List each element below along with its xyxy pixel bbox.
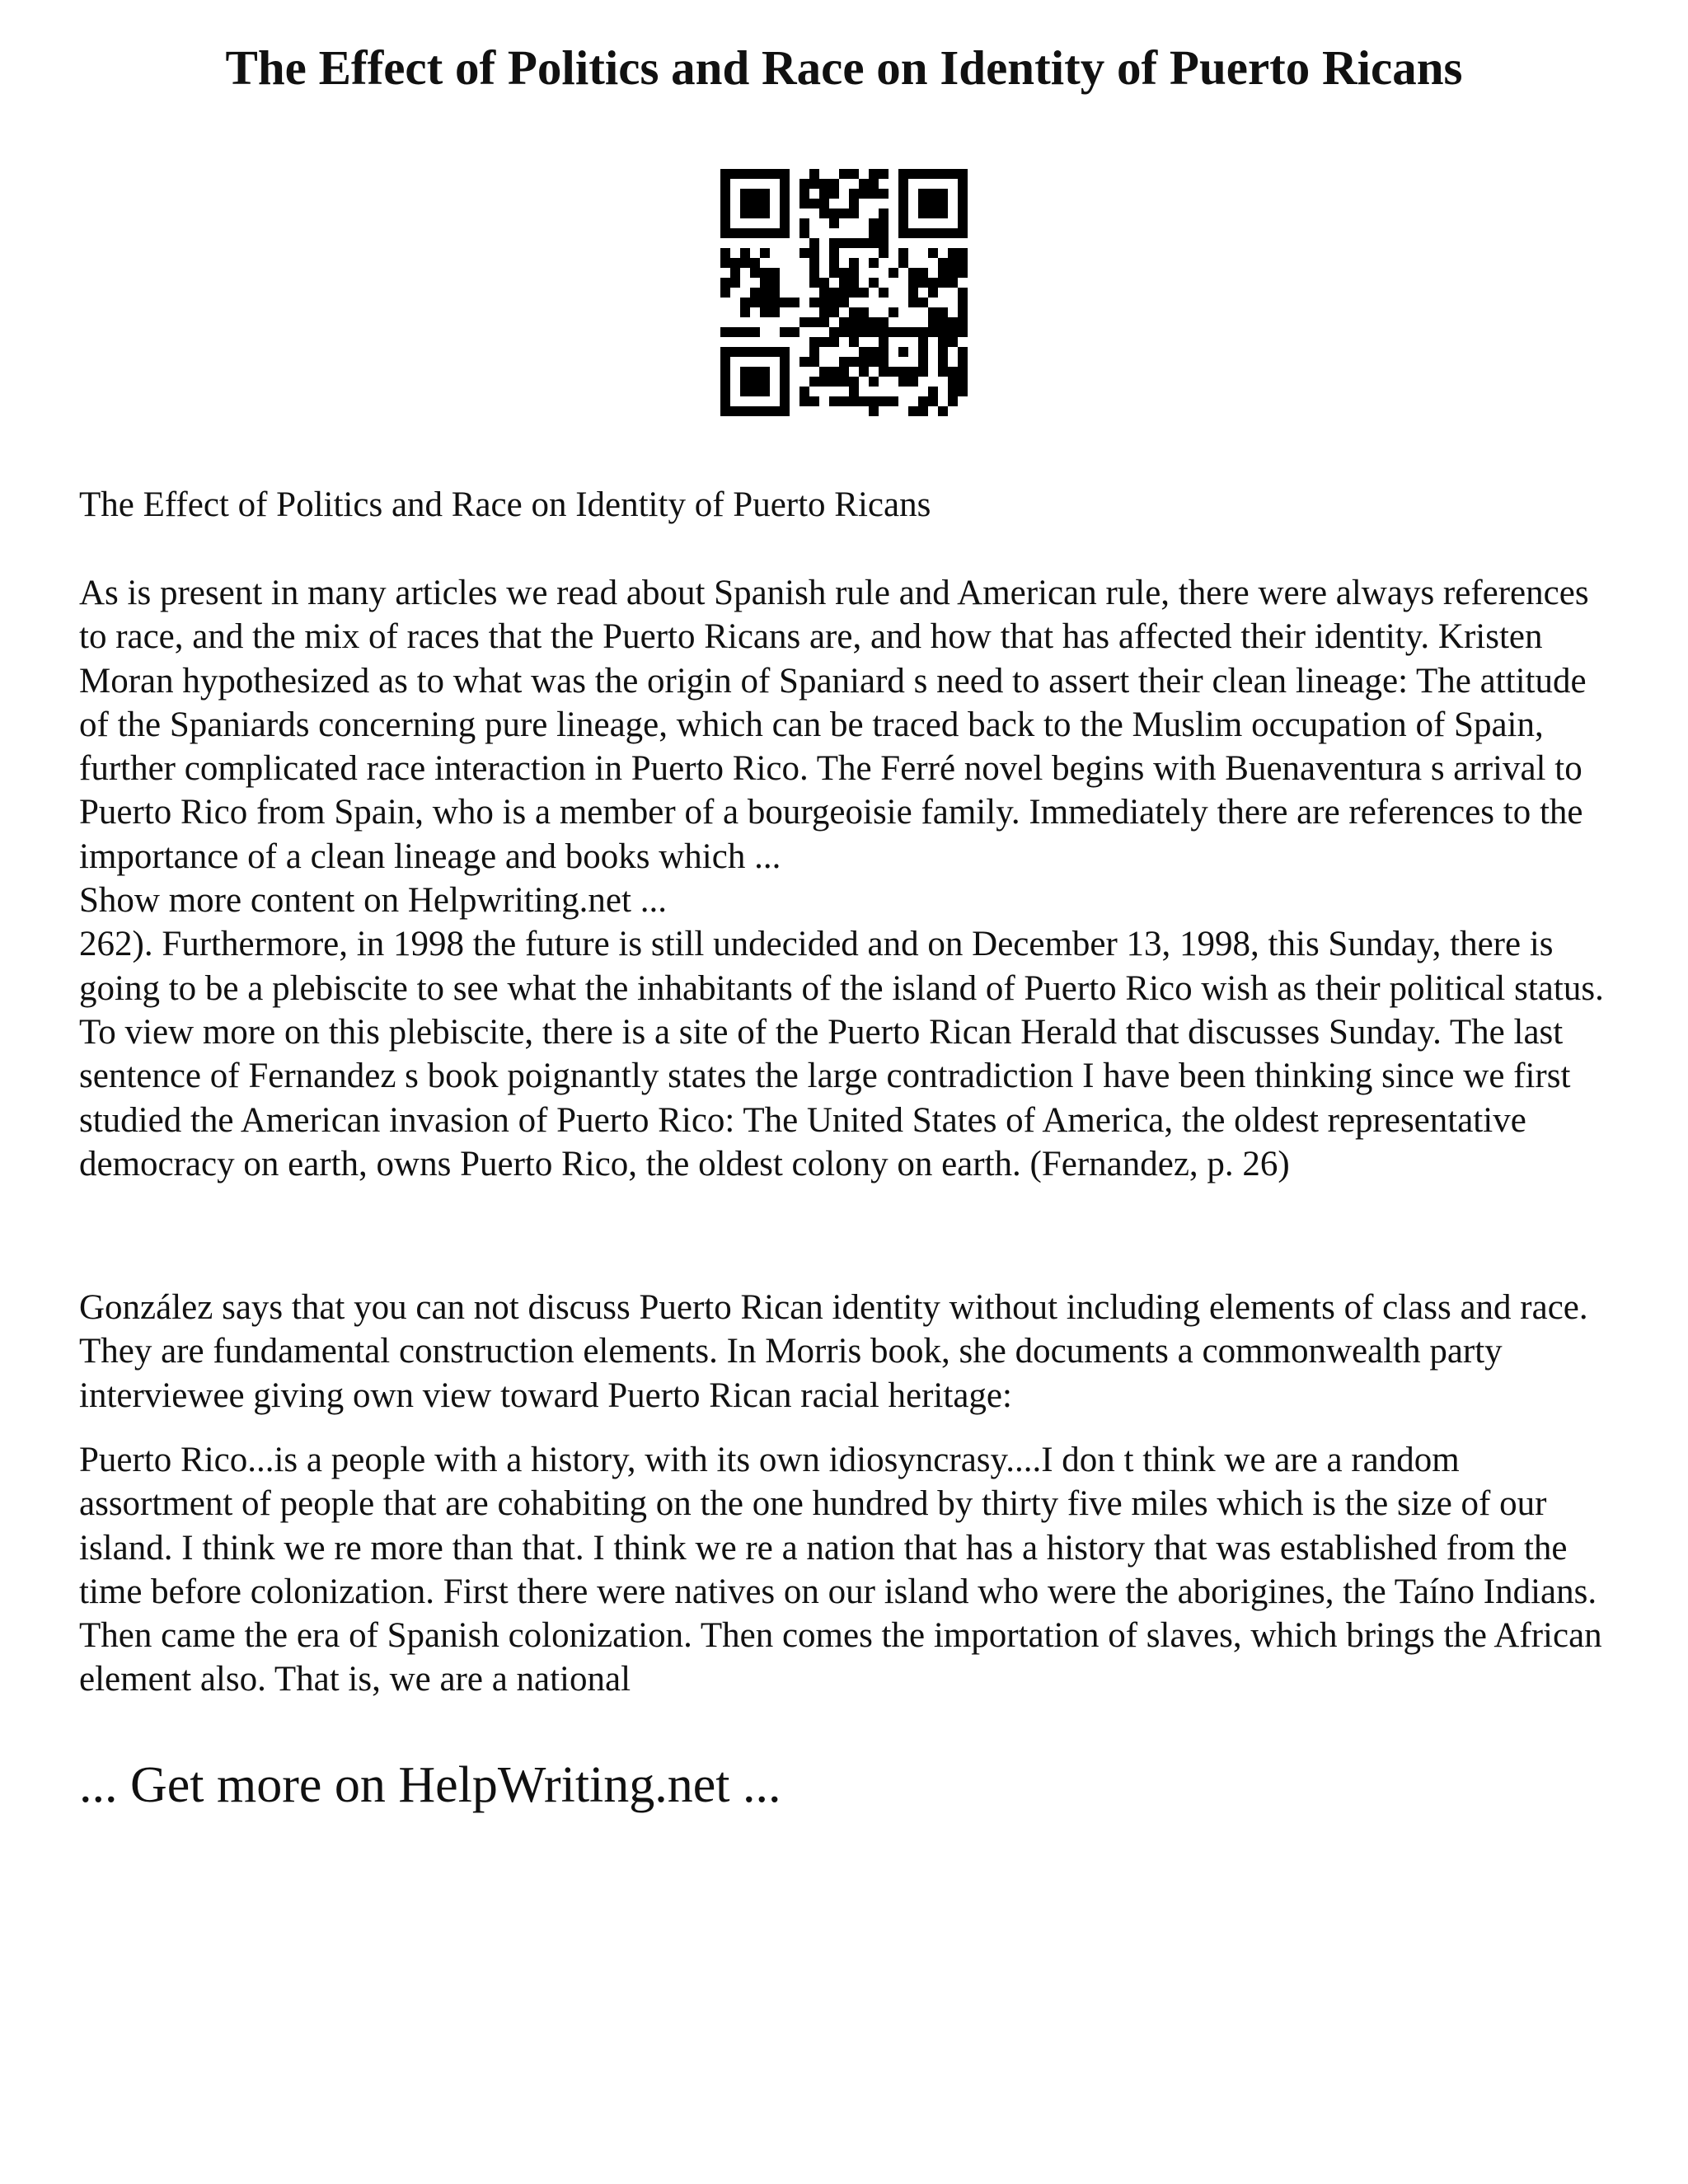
qr-module [760,248,770,258]
qr-module [799,189,809,199]
qr-module [869,169,879,179]
qr-module [839,288,849,298]
qr-module [809,268,819,278]
qr-module [958,347,968,357]
qr-module [958,248,968,258]
qr-module [958,387,968,396]
qr-module [849,258,859,268]
qr-module [869,258,879,268]
qr-module [819,377,829,387]
qr-module [859,189,869,199]
show-more-link[interactable]: Show more content on Helpwriting.net ... [79,881,667,921]
qr-module [869,218,879,228]
qr-module [849,317,859,327]
qr-module [799,179,809,189]
qr-module [760,307,770,317]
qr-module [809,238,819,248]
qr-module [879,189,889,199]
qr-module [809,347,819,357]
qr-module [879,209,889,218]
qr-module [948,377,958,387]
qr-module [720,288,730,298]
qr-module [869,327,879,337]
qr-module [819,288,829,298]
paragraph-3-quote: Puerto Rico...is a people with a history, with its own idiosyncrasy....I don t think we are a random assortment of people that are cohabiting on the one hundred by thirty five miles which is the size of our island. I think we re more than that. I think we re a nation that has a history that was established from the time before colonization. First there were natives on our island who were the aborigines, the Taíno Indians. Then came the era of Spanish colonization. Then comes the importation of slaves, which brings the African element also. That is, we are a national [79,1441,1602,1699]
qr-module [760,298,770,307]
qr-module [819,209,829,218]
qr-module [869,179,879,189]
qr-module [898,258,908,268]
qr-module [859,367,869,377]
qr-module [958,298,968,307]
qr-module [859,347,869,357]
qr-module [879,238,889,248]
qr-module [849,396,859,406]
qr-module [928,387,938,396]
qr-module [938,406,948,416]
qr-module [958,317,968,327]
qr-module [799,387,809,396]
qr-module [928,327,938,337]
qr-module [780,298,790,307]
qr-module [839,327,849,337]
qr-module [829,367,839,377]
qr-module [958,268,968,278]
qr-module [879,396,889,406]
document-subtitle: The Effect of Politics and Race on Identity of Puerto Ricans [79,485,931,524]
qr-module [958,357,968,367]
qr-module [938,347,948,357]
qr-module [829,396,839,406]
qr-module [799,218,809,228]
qr-code-icon [720,169,968,416]
qr-module [839,169,849,179]
qr-module [948,367,958,377]
qr-module [879,317,889,327]
qr-module [839,367,849,377]
qr-module [859,357,869,367]
qr-module [730,258,740,268]
qr-module [908,377,918,387]
qr-module [839,317,849,327]
qr-module [958,288,968,298]
qr-module [809,278,819,288]
qr-module [958,258,968,268]
qr-module [819,367,829,377]
qr-module [809,258,819,268]
qr-module [879,288,889,298]
qr-module [908,406,918,416]
qr-module [849,337,859,347]
qr-module [809,357,819,367]
qr-module [839,396,849,406]
qr-module [750,288,760,298]
page-title: The Effect of Politics and Race on Identity of Puerto Ricans [225,40,1463,95]
qr-module [918,396,928,406]
qr-module [760,288,770,298]
qr-module [859,327,869,337]
qr-module [819,179,829,189]
qr-module [799,357,809,367]
qr-module [720,278,730,288]
qr-module [879,248,889,258]
qr-module [938,307,948,317]
qr-module [740,298,750,307]
paragraph-1 [79,571,1620,1186]
qr-module [730,327,740,337]
qr-module [819,298,829,307]
qr-module [849,268,859,278]
qr-module [829,258,839,268]
qr-module [829,307,839,317]
qr-module [948,337,958,347]
qr-module [849,387,859,396]
qr-module [859,288,869,298]
qr-module [898,248,908,258]
qr-module [809,337,819,347]
qr-module [809,298,819,307]
qr-module [829,209,839,218]
qr-module [829,248,839,258]
qr-module [770,278,780,288]
qr-module [948,387,958,396]
qr-module [770,268,780,278]
qr-module [809,179,819,189]
qr-module [760,278,770,288]
qr-module [859,238,869,248]
qr-module [958,367,968,377]
qr-module [879,169,889,179]
qr-module [908,268,918,278]
qr-module [948,248,958,258]
qr-module [938,357,948,367]
qr-module [720,248,730,258]
qr-module [839,298,849,307]
qr-module [869,238,879,248]
qr-module [750,298,760,307]
get-more-link[interactable]: ... Get more on HelpWriting.net ... [79,1757,781,1813]
qr-module [948,268,958,278]
qr-module [790,327,799,337]
qr-module [849,288,859,298]
qr-module [869,377,879,387]
qr-module [839,209,849,218]
qr-module [799,317,809,327]
qr-module [918,406,928,416]
qr-module [839,238,849,248]
qr-module [770,288,780,298]
qr-module [760,268,770,278]
qr-module [869,347,879,357]
qr-module [740,258,750,268]
qr-module [948,278,958,288]
qr-module [938,317,948,327]
qr-module [750,327,760,337]
qr-module [869,278,879,288]
qr-module [740,307,750,317]
qr-module [829,268,839,278]
qr-module [869,357,879,367]
qr-module [958,327,968,337]
qr-module [879,228,889,238]
qr-module [908,288,918,298]
qr-module [799,199,809,209]
qr-module [809,248,819,258]
qr-module [829,189,839,199]
qr-module [799,248,809,258]
qr-module [938,268,948,278]
qr-module [898,347,908,357]
qr-module [750,268,760,278]
qr-module [958,307,968,317]
qr-module [869,406,879,416]
qr-module [928,278,938,288]
qr-module [819,278,829,288]
qr-module [908,278,918,288]
qr-module [938,367,948,377]
qr-module [948,258,958,268]
qr-module [918,298,928,307]
qr-module [849,278,859,288]
qr-module [889,268,898,278]
qr-module [889,307,898,317]
qr-module [740,189,770,218]
qr-module [879,218,889,228]
qr-module [809,396,819,406]
paragraph-1-part-a: As is present in many articles we read about Spanish rule and American rule, there were always references to race, and the mix of races that the Puerto Ricans are, and how that has affected their identity. Kristen Moran hypothesized as to what was the origin of Spaniard s need to assert their clean lineage: The attitude of the Spaniards concerning pure lineage, which can be traced back to the Muslim occupation of Spain, further complicated race interaction in Puerto Rico. The Ferré novel begins with Buenaventura s arrival to Puerto Rico from Spain, who is a member of a bourgeoisie family. Immediately there are references to the importance of a clean lineage and books which ... [79,574,1589,876]
qr-module [780,327,790,337]
qr-module [859,317,869,327]
qr-module [918,268,928,278]
qr-module [928,307,938,317]
qr-module [819,199,829,209]
qr-module [948,327,958,337]
qr-module [928,317,938,327]
qr-module [809,317,819,327]
qr-module [839,268,849,278]
qr-module [829,179,839,189]
qr-module [928,396,938,406]
qr-module [869,317,879,327]
qr-module [740,248,750,258]
qr-module [849,377,859,387]
qr-module [859,307,869,317]
qr-module [829,218,839,228]
qr-module [918,278,928,288]
qr-module [869,189,879,199]
qr-module [809,377,819,387]
qr-module [958,377,968,387]
qr-module [849,307,859,317]
qr-module [829,337,839,347]
qr-module [908,298,918,307]
qr-module [799,228,809,238]
qr-module [829,377,839,387]
qr-module [869,396,879,406]
qr-module [770,298,780,307]
qr-module [938,258,948,268]
qr-module [720,258,730,268]
qr-module [819,307,829,317]
qr-module [918,189,948,218]
qr-module [849,209,859,218]
qr-module [849,327,859,337]
qr-module [859,179,869,189]
qr-module [809,199,819,209]
qr-module [819,317,829,327]
qr-module [839,278,849,288]
qr-module [849,238,859,248]
paragraph-1-part-b: 262). Furthermore, in 1998 the future is still undecided and on December 13, 1998, this Sunday, there is going to be a plebiscite to see what the inhabitants of the island of Puerto Rico wish as their political status. To view more on this plebiscite, there is a site of the Puerto Rican Herald that discusses Sunday. The last sentence of Fernandez s book poignantly states the large contradiction I have been thinking since we first studied the American invasion of Puerto Rico: The United States of America, the oldest representative democracy on earth, owns Puerto Rico, the oldest colony on earth. (Fernandez, p. 26) [79,925,1604,1183]
qr-module [819,189,829,199]
qr-module [799,396,809,406]
qr-code-graphic [720,169,968,416]
qr-module [898,377,908,387]
qr-module [869,228,879,238]
qr-module [859,396,869,406]
qr-module [928,248,938,258]
qr-module [829,238,839,248]
qr-module [819,337,829,347]
qr-module [839,357,849,367]
qr-module [770,307,780,317]
qr-module [809,169,819,179]
qr-module [730,278,740,288]
qr-module [839,377,849,387]
qr-module [948,396,958,406]
qr-module [938,337,948,347]
qr-module [849,199,859,209]
qr-module [730,268,740,278]
paragraph-2: González says that you can not discuss Puerto Rican identity without including elements of class and race. They are fundamental construction elements. In Morris book, she documents a commonwealth party interviewee giving own view toward Puerto Rican racial heritage: [79,1288,1588,1415]
qr-module [740,327,750,337]
qr-module [790,298,799,307]
qr-module [829,298,839,307]
qr-module [928,288,938,298]
qr-module [938,278,948,288]
qr-module [720,327,730,337]
qr-module [938,327,948,337]
qr-module [948,317,958,327]
qr-module [829,327,839,337]
qr-module [849,189,859,199]
qr-module [849,169,859,179]
qr-module [849,357,859,367]
qr-module [889,396,898,406]
qr-module [740,367,770,396]
qr-module [750,258,760,268]
qr-module [829,288,839,298]
